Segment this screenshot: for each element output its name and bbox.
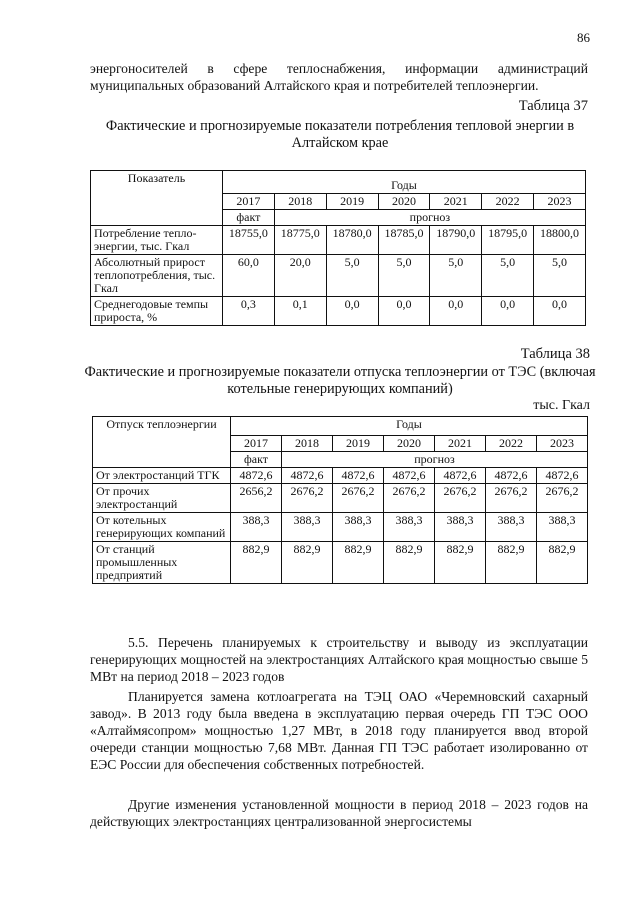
table37-title: Фактические и прогнозируемые показатели потребления тепловой энергии в Алтайском крае (105, 118, 575, 151)
table-row (93, 542, 588, 584)
table-row (91, 297, 586, 326)
cell-value: 18790,0 (430, 226, 482, 255)
cell-value: 388,3 (333, 513, 384, 542)
table37-year: 2019 (326, 194, 378, 210)
row-label: От котельных генерирующих компаний (93, 513, 231, 542)
cell-value: 388,3 (537, 513, 588, 542)
cell-value: 4872,6 (231, 468, 282, 484)
table37-year: 2021 (430, 194, 482, 210)
intro-paragraph: энергоносителей в сфере теплоснабжения, информации администраций муниципальных образований Алтайского края и потребителей теплоэнергии. (90, 61, 588, 93)
cell-value: 5,0 (534, 255, 586, 297)
cell-value: 0,0 (534, 297, 586, 326)
table-row (93, 468, 588, 484)
cell-value: 4872,6 (435, 468, 486, 484)
row-label: От прочих электростанций (93, 484, 231, 513)
table38-fact-label: факт (231, 452, 282, 468)
table38-year: 2019 (333, 436, 384, 452)
table37-header-indicator: Показатель (91, 171, 223, 226)
cell-value: 18755,0 (223, 226, 275, 255)
table-row (91, 255, 586, 297)
row-label: Потребление тепло-энергии, тыс. Гкал (91, 226, 223, 255)
table38-year: 2021 (435, 436, 486, 452)
cell-value: 5,0 (482, 255, 534, 297)
cell-value: 0,0 (430, 297, 482, 326)
table37-caption: Таблица 37 (518, 98, 588, 114)
table37-year: 2018 (274, 194, 326, 210)
cell-value: 5,0 (326, 255, 378, 297)
cell-value: 388,3 (282, 513, 333, 542)
cell-value: 4872,6 (486, 468, 537, 484)
paragraph-2: Другие изменения установленной мощности в период 2018 – 2023 годов на действующих электростанциях централизованной энергосистемы (90, 797, 588, 829)
table-row (91, 226, 586, 255)
cell-value: 4872,6 (282, 468, 333, 484)
cell-value: 4872,6 (333, 468, 384, 484)
cell-value: 388,3 (486, 513, 537, 542)
page-number: 86 (577, 30, 590, 45)
table-row (93, 513, 588, 542)
cell-value: 2676,2 (384, 484, 435, 513)
row-label: От станций промышленных предприятий (93, 542, 231, 584)
table38-year: 2017 (231, 436, 282, 452)
table37 (90, 170, 586, 326)
cell-value: 4872,6 (384, 468, 435, 484)
table38-units: тыс. Гкал (533, 398, 590, 413)
table37-year: 2023 (534, 194, 586, 210)
table37-year: 2017 (223, 194, 275, 210)
cell-value: 2676,2 (282, 484, 333, 513)
cell-value: 0,0 (482, 297, 534, 326)
cell-value: 60,0 (223, 255, 275, 297)
cell-value: 0,0 (378, 297, 430, 326)
cell-value: 882,9 (384, 542, 435, 584)
cell-value: 20,0 (274, 255, 326, 297)
cell-value: 4872,6 (537, 468, 588, 484)
table38-year: 2023 (537, 436, 588, 452)
cell-value: 18785,0 (378, 226, 430, 255)
cell-value: 882,9 (333, 542, 384, 584)
cell-value: 882,9 (282, 542, 333, 584)
cell-value: 18775,0 (274, 226, 326, 255)
table38-forecast-label: прогноз (282, 452, 588, 468)
table37-year: 2020 (378, 194, 430, 210)
cell-value: 5,0 (430, 255, 482, 297)
cell-value: 388,3 (435, 513, 486, 542)
cell-value: 18795,0 (482, 226, 534, 255)
cell-value: 5,0 (378, 255, 430, 297)
table38-year: 2020 (384, 436, 435, 452)
table37-fact-label: факт (223, 210, 275, 226)
table38-caption: Таблица 38 (520, 346, 590, 362)
table38-year: 2018 (282, 436, 333, 452)
section-heading: 5.5. Перечень планируемых к строительству и выводу из эксплуатации генерирующих мощностей на электростанциях Алтайского края мощностью свыше 5 МВт на период 2018 – 2023 годов (90, 635, 588, 684)
cell-value: 2676,2 (537, 484, 588, 513)
table37-forecast-label: прогноз (274, 210, 585, 226)
table38-header-indicator: Отпуск теплоэнергии (93, 417, 231, 468)
table-row (93, 484, 588, 513)
cell-value: 2676,2 (435, 484, 486, 513)
table38-title: Фактические и прогнозируемые показатели отпуска теплоэнергии от ТЭС (включая котельные генерирующих компаний) (84, 364, 596, 397)
cell-value: 882,9 (537, 542, 588, 584)
cell-value: 2676,2 (486, 484, 537, 513)
cell-value: 882,9 (231, 542, 282, 584)
cell-value: 18780,0 (326, 226, 378, 255)
cell-value: 0,3 (223, 297, 275, 326)
row-label: Среднегодовые темпы прироста, % (91, 297, 223, 326)
cell-value: 882,9 (486, 542, 537, 584)
row-label: От электростанций ТГК (93, 468, 231, 484)
cell-value: 388,3 (384, 513, 435, 542)
cell-value: 2676,2 (333, 484, 384, 513)
table37-header-years: Годы (223, 171, 586, 194)
cell-value: 882,9 (435, 542, 486, 584)
cell-value: 18800,0 (534, 226, 586, 255)
table38-header-years: Годы (231, 417, 588, 436)
table38-year: 2022 (486, 436, 537, 452)
row-label: Абсолютный прирост теплопотребления, тыс. Гкал (91, 255, 223, 297)
table38 (92, 416, 588, 584)
cell-value: 0,1 (274, 297, 326, 326)
cell-value: 0,0 (326, 297, 378, 326)
table37-year: 2022 (482, 194, 534, 210)
paragraph-1: Планируется замена котлоагрегата на ТЭЦ ОАО «Черемновский сахарный завод». В 2013 году была введена в эксплуатацию первая очередь ГП ТЭС ООО «Алтаймясопром» мощностью 1,27 МВт, в 2018 году планируется ввод второй очереди станции мощностью 7,68 МВт. Данная ГП ТЭС работает изолированно от ЕЭС России для обеспечения собственных потребностей. (90, 689, 588, 772)
cell-value: 388,3 (231, 513, 282, 542)
cell-value: 2656,2 (231, 484, 282, 513)
